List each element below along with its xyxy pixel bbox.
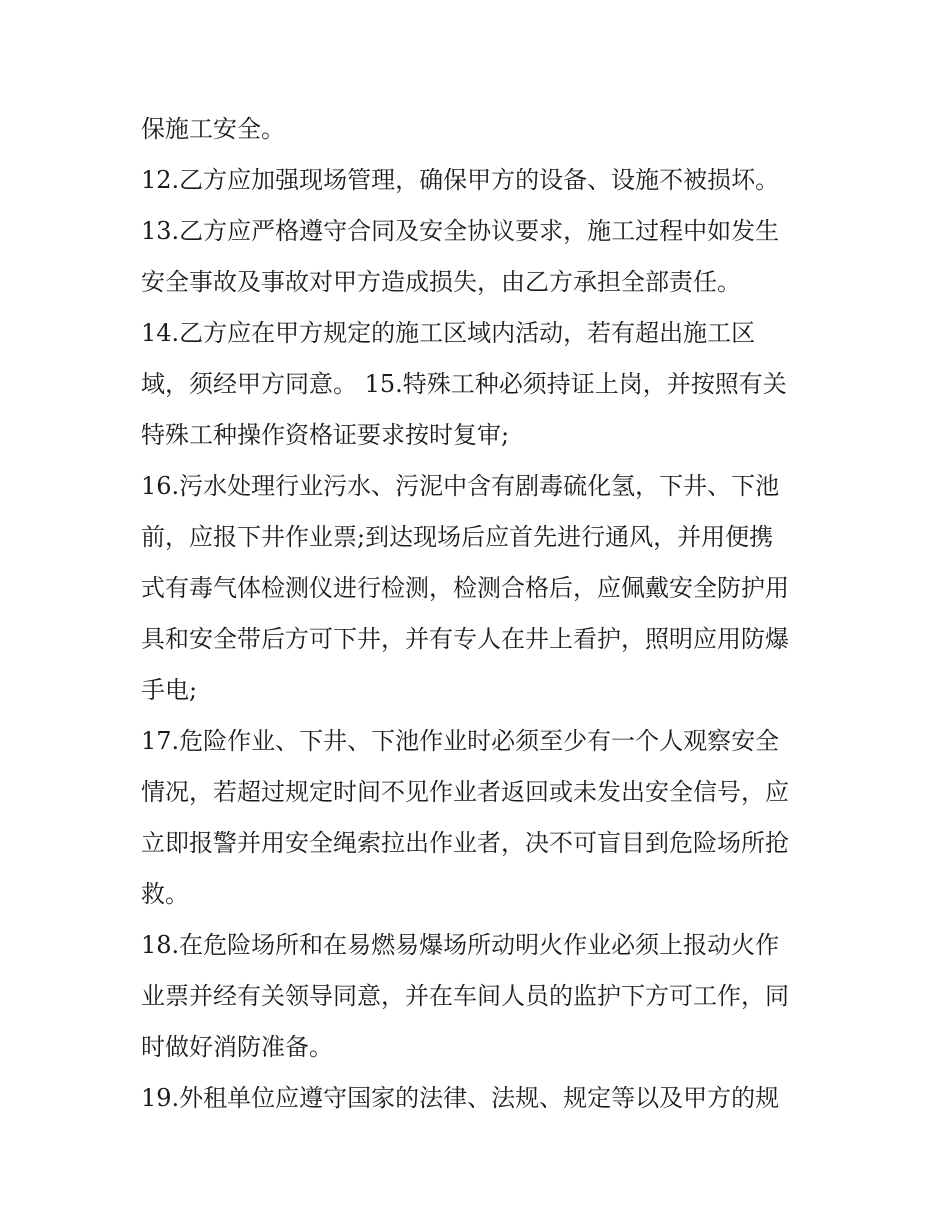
- text-line: 手电;: [141, 676, 198, 704]
- text-line: 13.乙方应严格遵守合同及安全协议要求，施工过程中如发生: [141, 217, 780, 245]
- text-line: 18.在危险场所和在易燃易爆场所动明火作业必须上报动火作: [141, 931, 780, 959]
- text-line: 安全事故及事故对甲方造成损失，由乙方承担全部责任。: [141, 268, 741, 296]
- text-line: 时做好消防准备。: [141, 1033, 333, 1061]
- text-line: 式有毒气体检测仪进行检测，检测合格后，应佩戴安全防护用: [141, 574, 789, 602]
- text-line: 立即报警并用安全绳索拉出作业者，决不可盲目到危险场所抢: [141, 829, 789, 857]
- text-line: 特殊工种操作资格证要求按时复审;: [141, 421, 510, 449]
- text-line: 救。: [141, 880, 189, 908]
- text-line: 具和安全带后方可下井，并有专人在井上看护，照明应用防爆: [141, 625, 789, 653]
- text-line: 前，应报下井作业票;到达现场后应首先进行通风，并用便携: [141, 523, 774, 551]
- text-line: 业票并经有关领导同意，并在车间人员的监护下方可工作，同: [141, 982, 789, 1010]
- text-line: 19.外租单位应遵守国家的法律、法规、规定等以及甲方的规: [141, 1084, 780, 1112]
- text-line: 17.危险作业、下井、下池作业时必须至少有一个人观察安全: [141, 727, 780, 755]
- text-line: 保施工安全。: [141, 115, 285, 143]
- text-line: 14.乙方应在甲方规定的施工区域内活动，若有超出施工区: [141, 319, 756, 347]
- document-body: [141, 104, 821, 1124]
- text-line: 情况，若超过规定时间不见作业者返回或未发出安全信号，应: [141, 778, 789, 806]
- text-line: 16.污水处理行业污水、污泥中含有剧毒硫化氢，下井、下池: [141, 472, 780, 500]
- text-line: 域，须经甲方同意。 15.特殊工种必须持证上岗，并按照有关: [141, 370, 787, 398]
- text-line: 12.乙方应加强现场管理，确保甲方的设备、设施不被损坏。: [141, 166, 780, 194]
